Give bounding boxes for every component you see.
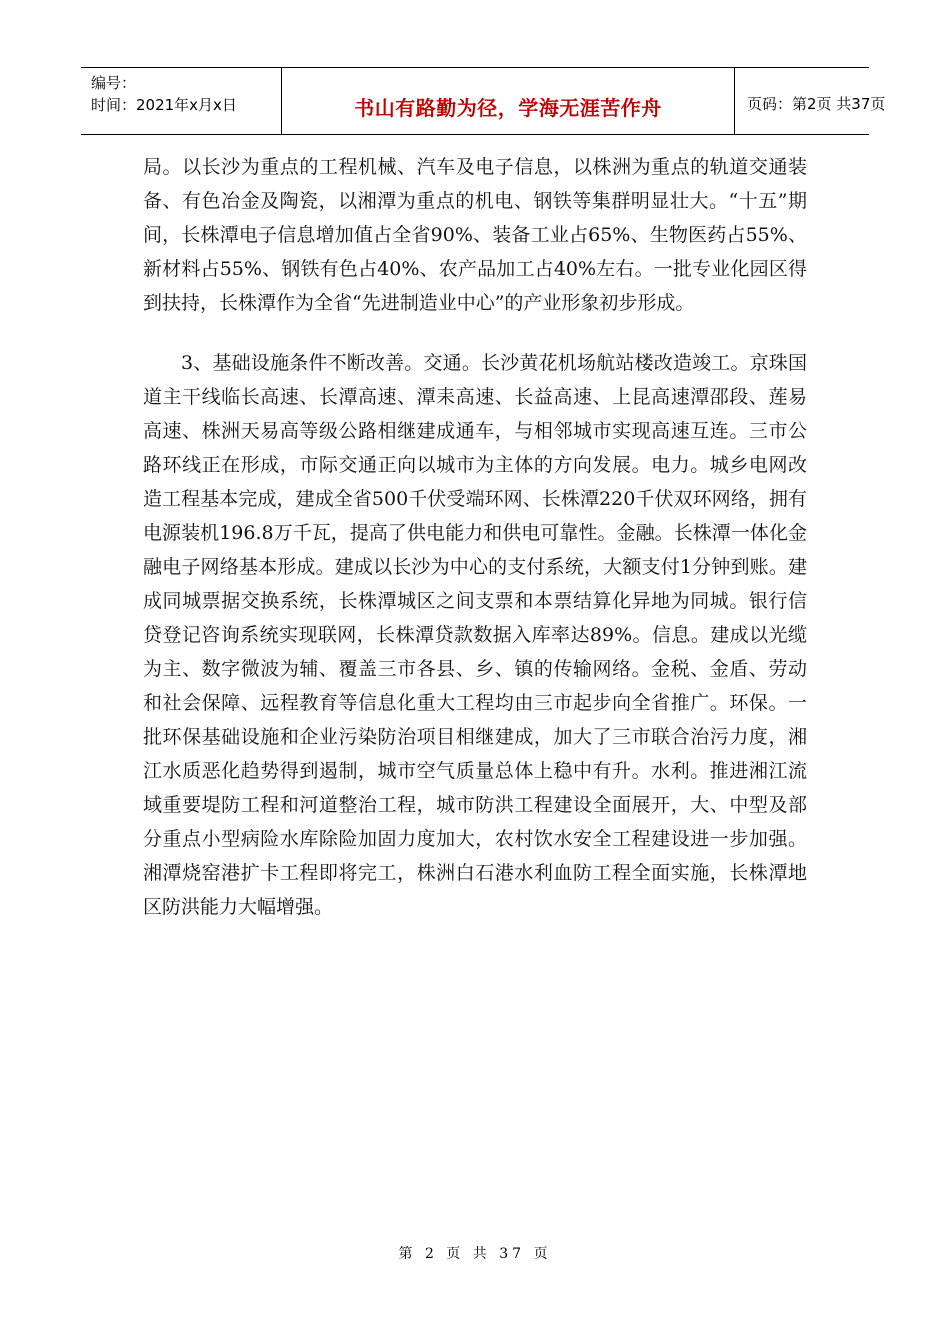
- page-header: [81, 67, 886, 135]
- document-number-label: 编号：: [91, 74, 137, 92]
- document-body: [143, 150, 807, 924]
- header-motto: 书山有路勤为径，学海无涯苦作舟: [354, 96, 662, 120]
- body-paragraph-continuation: 局。以长沙为重点的工程机械、汽车及电子信息，以株洲为重点的轨道交通装备、有色冶金及陶瓷，以湘潭为重点的机电、钢铁等集群明显壮大。“十五”期间，长株潭电子信息增加值占全省90%、装备工业占65%、生物医药占55%、新材料占55%、钢铁有色占40%、农产品加工占40%左右。一批专业化园区得到扶持，长株潭作为全省“先进制造业中心”的产业形象初步形成。: [143, 156, 807, 314]
- document-date-label: 时间：2021年x月x日: [91, 96, 237, 114]
- header-page-number: 页码：第2页 共37页: [747, 95, 886, 113]
- body-paragraph-infrastructure: 3、基础设施条件不断改善。交通。长沙黄花机场航站楼改造竣工。京珠国道主干线临长高速、长潭高速、潭耒高速、长益高速、上昆高速潭邵段、莲易高速、株洲天易高等级公路相继建成通车，与相邻城市实现高速互连。三市公路环线正在形成，市际交通正向以城市为主体的方向发展。电力。城乡电网改造工程基本完成，建成全省500千伏受端环网、长株潭220千伏双环网络，拥有电源装机196.8万千瓦，提高了供电能力和供电可靠性。金融。长株潭一体化金融电子网络基本形成。建成以长沙为中心的支付系统，大额支付1分钟到账。建成同城票据交换系统，长株潭城区之间支票和本票结算化异地为同城。银行信贷登记咨询系统实现联网，长株潭贷款数据入库率达89%。信息。建成以光缆为主、数字微波为辅、覆盖三市各县、乡、镇的传输网络。金税、金盾、劳动和社会保障、远程教育等信息化重大工程均由三市起步向全省推广。环保。一批环保基础设施和企业污染防治项目相继建成，加大了三市联合治污力度，湘江水质恶化趋势得到遏制，城市空气质量总体上稳中有升。水利。推进湘江流域重要堤防工程和河道整治工程，城市防洪工程建设全面展开，大、中型及部分重点小型病险水库除险加固力度加大，农村饮水安全工程建设进一步加强。湘潭烧窑港扩卡工程即将完工，株洲白石港水利血防工程全面实施，长株潭地区防洪能力大幅增强。: [143, 352, 807, 918]
- header-meta-cell: [81, 68, 282, 134]
- header-page-cell: [735, 68, 886, 134]
- page-footer: 第 2 页 共 37 页: [398, 1246, 552, 1262]
- header-motto-cell: [282, 68, 735, 134]
